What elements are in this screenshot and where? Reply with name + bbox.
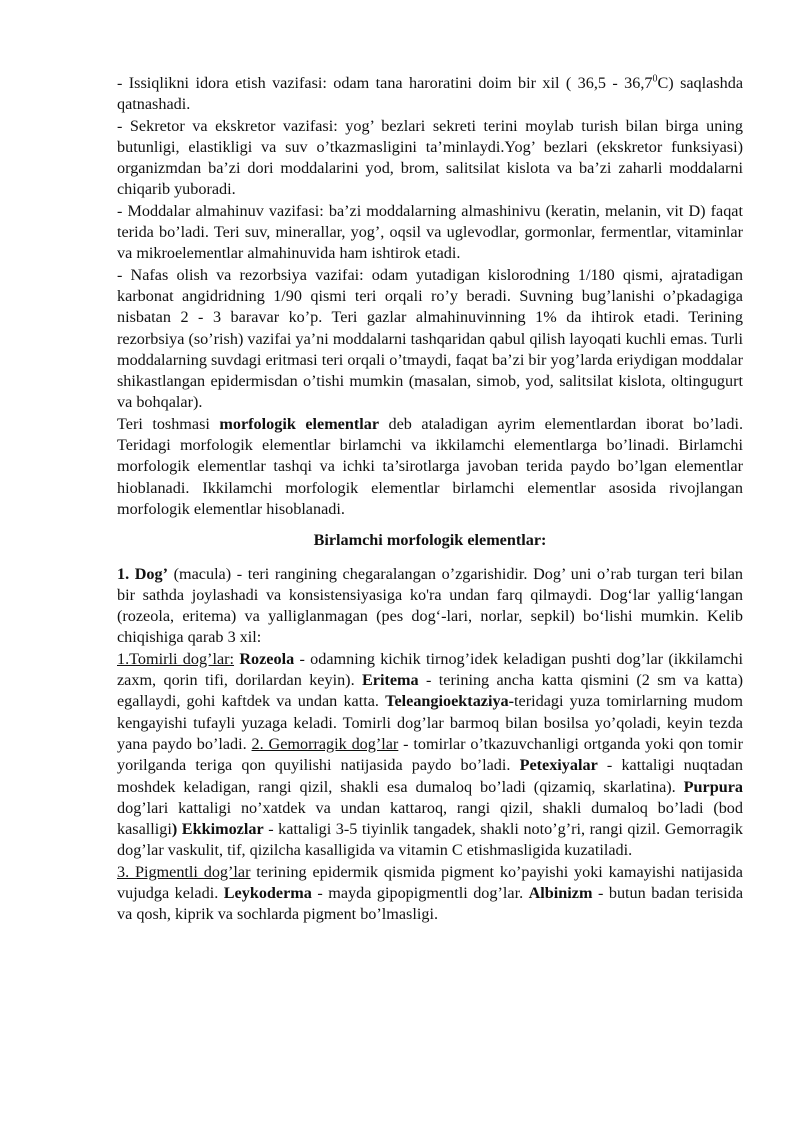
paragraph-text: teridagi yuza tomirlarning mudom kengayishi tufayli yuzaga keladi. Tomirli dog’lar barmoq bilan bosilsa yo’qoladi, keyin tezda yana paydo bo’ladi. xyxy=(117,692,743,753)
bold-term: morfologik elementlar xyxy=(219,414,380,433)
paragraph-secretory: - Sekretor va ekskretor vazifasi: yog’ bezlari sekreti terini moylab turish bilan birga uning butunligi, elastikligi va suv o’tkazmasligini ta’minlaydi.Yog’ bezlari (ekskretor funksiyasi) organizmdan ba’zi dori moddalarini yod, brom, salitsilat kislota va ba’zi zaharli moddalarni chiqarib yuboradi. xyxy=(117,116,743,199)
paragraph-text: - mayda gipopigmentli dog’lar. xyxy=(311,883,529,902)
paragraph-macula xyxy=(117,564,743,649)
document-page xyxy=(117,73,743,926)
paragraph-text: - kattaligi 3-5 tiyinlik tangadek, shakli noto’g’ri, rangi qizil. Gemorragik dog’lar vaskulit, tif, qizilcha kasalligida va vitamin C etishmasligida kuzatiladi. xyxy=(117,820,743,860)
section-heading: Birlamchi morfologik elementlar: xyxy=(313,531,547,550)
bold-term: Albinizm xyxy=(528,883,593,902)
paragraph-text: - terining ancha katta qismini (2 sm va katta) egallaydi, gohi kaftdek va undan katta. xyxy=(117,671,744,711)
paragraph-metabolism: - Moddalar almahinuv vazifasi: ba’zi moddalarning almashinivu (keratin, melanin, vit D) faqat terida bo’ladi. Teri suv, minerallar, yog’, oqsil va uglevodlar, gormonlar, fermentlar, vitaminlar va mikroelementlar almahinuvida ham ishtirok etadi. xyxy=(117,201,743,263)
paragraph-text: (macula) - teri rangining chegaralangan o’zgarishidir. Dog’ uni o’rab turgan teri bilan bir sathda joylashadi va konsistensiyasiga ko'ra undan farq qilmaydi. Dog‘lar yallig‘langan (rozeola, eritema) va yalliglanmagan (pes dog‘-lari, norlar, sepkil) bo‘lishi mumkin. Kelib chiqishiga qarab 3 xil: xyxy=(117,564,743,647)
paragraph-text: C) saqlashda qatnashadi. xyxy=(117,74,743,114)
paragraph-vascular-spots xyxy=(117,649,743,862)
bold-term: Rozeola xyxy=(239,649,295,668)
bold-term: Eritema xyxy=(362,671,419,690)
paragraph-text: Teri toshmasi xyxy=(117,414,220,433)
bold-term: ) Ekkimozlar xyxy=(171,820,264,839)
paragraph-text: - tomirlar o’tkazuvchanligi ortganda yoki qon tomir yorilganda teriga qon quyilishi natijasida paydo bo’ladi. xyxy=(117,734,743,775)
bold-term: Leykoderma xyxy=(223,883,312,902)
underlined-subheading: 3. Pigmentli dog’lar xyxy=(117,862,251,881)
paragraph-text: - butun badan terisida va qosh, kiprik va sochlarda pigment bo’lmasligi. xyxy=(117,883,744,924)
paragraph-respiration: - Nafas olish va rezorbsiya vazifai: odam yutadigan kislorodning 1/180 qismi, ajratadigan karbonat angidridning 1/90 qismi teri orqali ro’y beradi. Suvning bug’lanishi o’pkadagiga nisbatan 2 - 3 baravar ko’p. Teri gazlar almahinuvinning 1% da ihtirok etadi. Terining rezorbsiya (so’rish) vazifai ya’ni moddalarni tashqaridan qabul qilish layoqati kuchli emas. Turli moddalarning suvdagi eritmasi teri orqali o’tmaydi, faqat ba’zi bir yog’larda eriydigan moddalar shikastlangan epidermisdan o’tishi mumkin (masalan, simob, yod, salitsilat kislota, oltingugurt va bohqalar). xyxy=(117,265,743,412)
paragraph-text: - kattaligi nuqtadan moshdek keladigan, rangi qizil, shakli esa dumaloq bo’ladi (qizamiq, skarlatina). xyxy=(117,756,743,796)
paragraph-morphological-intro xyxy=(117,414,743,520)
bold-term: Petexiyalar xyxy=(519,756,598,775)
bold-term: Purpura xyxy=(683,777,743,796)
paragraph-thermoregulation xyxy=(117,73,743,116)
paragraph-text: terining epidermik qismida pigment ko’payishi yoki kamayishi natijasida vujudga keladi. xyxy=(117,862,743,902)
bold-term: 1. Dog’ xyxy=(117,564,169,583)
paragraph-text: - Issiqlikni idora etish vazifasi: odam tana haroratini doim bir xil ( 36,5 - 36,7 xyxy=(117,74,653,92)
paragraph-text: dog’lari kattaligi no’xatdek va undan kattaroq, rangi qizil, shakli dumaloq bo’ladi (bod kasalligi xyxy=(117,798,743,839)
degree-superscript: 0 xyxy=(652,73,658,85)
paragraph-text: deb ataladigan ayrim elementlardan iborat bo’ladi. Teridagi morfologik elementlar birlamchi va ikkilamchi elementlarga bo’linadi. Birlamchi morfologik elementlar tashqi va ichki ta’sirotlarga javoban terida paydo bo’lgan elementlar hioblanadi. Ikkilamchi morfologik elementlar birlamchi elementlar asosida rivojlangan morfologik elementlar hisoblanadi. xyxy=(117,414,743,518)
paragraph-pigment-spots xyxy=(117,862,743,926)
underlined-subheading: 1.Tomirli dog’lar: xyxy=(117,649,235,668)
bold-term: Teleangioektaziya- xyxy=(385,692,515,711)
paragraph-text: - odamning kichik tirnog’idek keladigan pushti dog’lar (ikkilamchi zaxm, qorin tifi, dorilardan keyin). xyxy=(117,649,743,690)
underlined-subheading: 2. Gemorragik dog’lar xyxy=(251,734,399,753)
